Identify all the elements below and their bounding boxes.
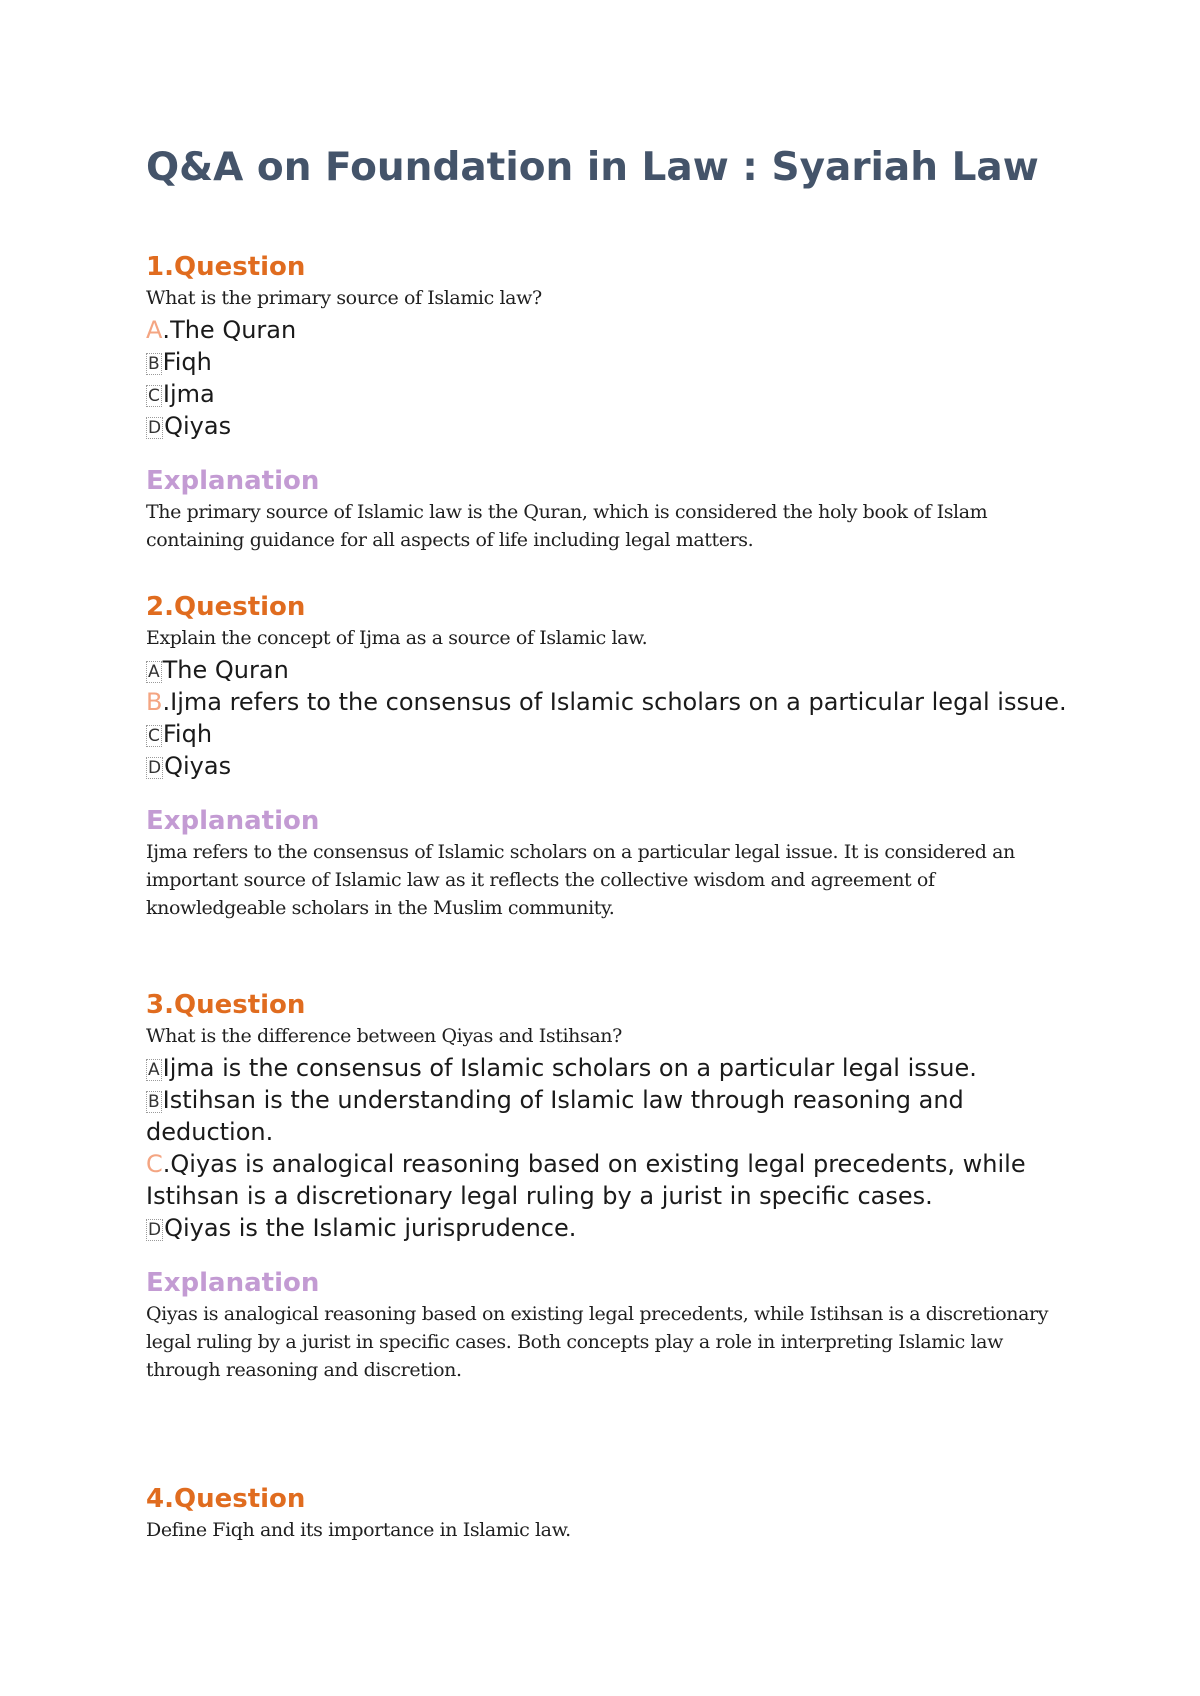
answer-options	[146, 654, 1076, 782]
question-text: Explain the concept of Ijma as a source of Islamic law.	[146, 627, 648, 649]
option-separator: .	[162, 1150, 171, 1178]
option-b[interactable]	[146, 1084, 1076, 1148]
option-text: Ijma	[162, 380, 215, 408]
option-d[interactable]	[146, 750, 1076, 782]
question-block-4	[146, 1482, 1076, 1544]
explanation-text: Ijma refers to the consensus of Islamic scholars on a particular legal issue. It is considered an important source of Islamic law as it reflects the collective wisdom and agreement of knowledgeable scholars in the Muslim community.	[146, 841, 1015, 919]
option-letter: C	[146, 1150, 163, 1178]
explanation-heading: Explanation	[146, 806, 320, 836]
question-heading: 1.Question	[146, 252, 306, 282]
option-letter: A	[148, 662, 160, 682]
option-a[interactable]	[146, 314, 1076, 346]
option-letter: C	[148, 726, 160, 746]
option-separator: .	[162, 688, 171, 716]
question-text: What is the difference between Qiyas and Istihsan?	[146, 1025, 622, 1047]
option-text: Qiyas is analogical reasoning based on existing legal precedents, while Istihsan is a discretionary legal ruling by a jurist in specific cases.	[146, 1150, 1026, 1210]
explanation-heading: Explanation	[146, 466, 320, 496]
option-text: The Quran	[170, 316, 297, 344]
option-letter: B	[148, 1092, 160, 1112]
question-text: What is the primary source of Islamic law?	[146, 287, 542, 309]
option-d[interactable]	[146, 410, 1076, 442]
option-b[interactable]	[146, 686, 1076, 718]
explanation-text: Qiyas is analogical reasoning based on existing legal precedents, while Istihsan is a discretionary legal ruling by a jurist in specific cases. Both concepts play a role in interpreting Islamic law through reasoning and discretion.	[146, 1303, 1049, 1381]
option-c[interactable]	[146, 1148, 1076, 1212]
option-separator: .	[162, 316, 171, 344]
option-letter: A	[148, 1060, 160, 1080]
page-title: Q&A on Foundation in Law : Syariah Law	[146, 145, 1039, 190]
question-heading: 4.Question	[146, 1484, 306, 1514]
option-text: Ijma is the consensus of Islamic scholars on a particular legal issue.	[162, 1054, 977, 1082]
option-text: Fiqh	[162, 720, 213, 748]
option-letter: D	[148, 1220, 162, 1240]
option-text: Qiyas	[164, 412, 232, 440]
option-c[interactable]	[146, 718, 1076, 750]
explanation-text: The primary source of Islamic law is the Quran, which is considered the holy book of Islam containing guidance for all aspects of life including legal matters.	[146, 501, 988, 551]
option-text: Istihsan is the understanding of Islamic law through reasoning and deduction.	[146, 1086, 964, 1146]
option-letter: D	[148, 758, 162, 778]
question-block-2	[146, 590, 1076, 922]
option-letter: D	[148, 418, 162, 438]
option-letter: C	[148, 386, 160, 406]
question-heading: 3.Question	[146, 990, 306, 1020]
option-b[interactable]	[146, 346, 1076, 378]
option-a[interactable]	[146, 1052, 1076, 1084]
option-c[interactable]	[146, 378, 1076, 410]
option-text: Qiyas	[164, 752, 232, 780]
answer-options	[146, 1052, 1076, 1244]
question-block-3	[146, 988, 1076, 1384]
option-text: Ijma refers to the consensus of Islamic scholars on a particular legal issue.	[170, 688, 1067, 716]
question-block-1	[146, 250, 1076, 554]
option-text: Fiqh	[162, 348, 212, 376]
option-letter: A	[146, 316, 163, 344]
option-a[interactable]	[146, 654, 1076, 686]
option-text: The Quran	[162, 656, 289, 684]
option-text: Qiyas is the Islamic jurisprudence.	[164, 1214, 577, 1242]
answer-options	[146, 314, 1076, 442]
explanation-heading: Explanation	[146, 1268, 320, 1298]
question-heading: 2.Question	[146, 592, 306, 622]
option-d[interactable]	[146, 1212, 1076, 1244]
option-letter: B	[148, 354, 160, 374]
option-letter: B	[146, 688, 163, 716]
question-text: Define Fiqh and its importance in Islamic law.	[146, 1519, 571, 1541]
